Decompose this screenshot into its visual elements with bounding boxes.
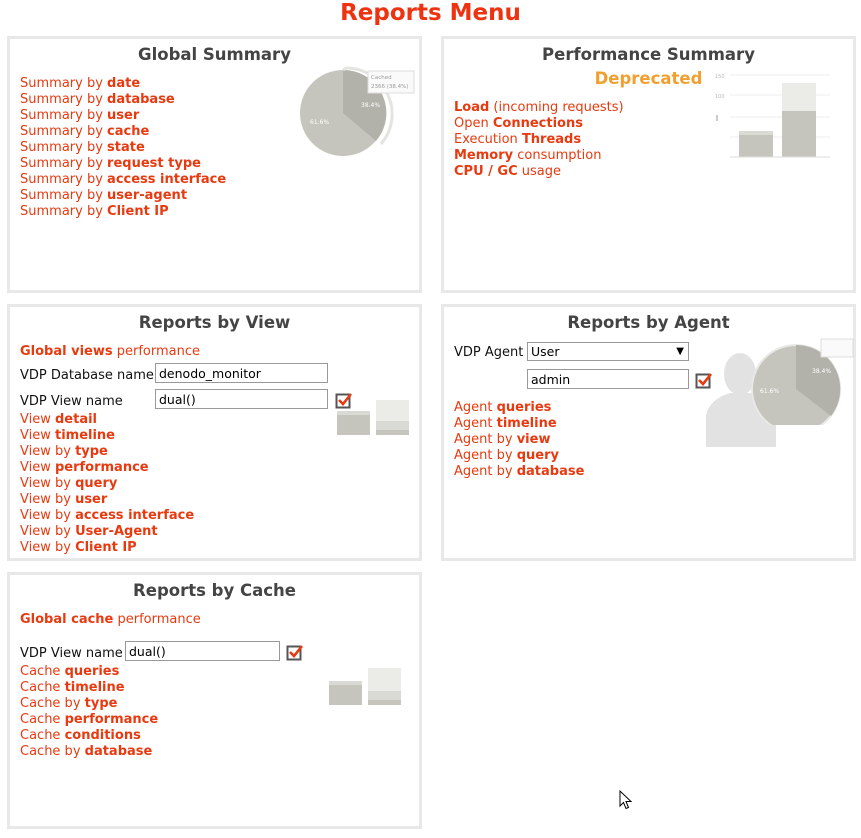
performance-link-cpu-gc[interactable] <box>454 164 624 180</box>
global-cache-performance-link-keyword: Global cache <box>20 612 114 627</box>
global-summary-heading: Global Summary <box>138 45 291 64</box>
cache-link-performance[interactable] <box>20 712 158 728</box>
vdp-view-label: VDP View name <box>20 394 123 409</box>
checkbox-checked-icon[interactable] <box>286 643 304 661</box>
performance-link-memory-suffix: consumption <box>513 148 602 163</box>
view-link-access-interface[interactable] <box>20 508 194 524</box>
summary-link-date-prefix: Summary by <box>20 76 108 91</box>
view-link-client-ip-prefix: View by <box>20 540 76 555</box>
deprecated-badge: Deprecated <box>594 69 703 88</box>
summary-link-access-interface-prefix: Summary by <box>20 172 108 187</box>
global-views-link-wrap <box>20 344 200 360</box>
view-link-user-agent[interactable] <box>20 524 194 540</box>
summary-link-database-prefix: Summary by <box>20 92 108 107</box>
cache-link-queries-prefix: Cache <box>20 664 65 679</box>
pie-slice-a-label: 38.4% <box>361 102 381 109</box>
chart-tick-mid: 100 <box>715 94 725 100</box>
agent-link-queries[interactable] <box>454 400 584 416</box>
global-views-performance-link[interactable] <box>20 344 200 360</box>
performance-link-connections[interactable] <box>454 116 624 132</box>
summary-link-client-ip-keyword: Client IP <box>107 204 169 219</box>
reports-by-agent-links <box>454 400 584 480</box>
cache-link-database-keyword: database <box>84 744 153 759</box>
agent-link-query-keyword: query <box>516 448 559 463</box>
view-link-performance-prefix: View <box>20 460 55 475</box>
view-link-timeline-prefix: View <box>20 428 55 443</box>
performance-link-cpu-gc-suffix: usage <box>517 164 562 179</box>
performance-link-load-keyword: Load <box>454 100 490 115</box>
global-views-performance-link-suffix: performance <box>112 344 201 359</box>
agent-link-database-prefix: Agent by <box>454 464 517 479</box>
summary-link-user-agent-prefix: Summary by <box>20 188 108 203</box>
cache-link-timeline-prefix: Cache <box>20 680 65 695</box>
mouse-pointer-icon <box>619 790 633 810</box>
agent-link-query[interactable] <box>454 448 584 464</box>
agent-link-view-keyword: view <box>516 432 551 447</box>
summary-link-request-type-prefix: Summary by <box>20 156 108 171</box>
summary-link-date[interactable] <box>20 76 226 92</box>
view-link-user-keyword: user <box>75 492 108 507</box>
reports-by-view-panel <box>7 304 422 561</box>
cache-link-queries[interactable] <box>20 664 158 680</box>
view-link-type[interactable] <box>20 444 194 460</box>
global-cache-link-wrap <box>20 612 201 628</box>
chevron-down-icon: ▼ <box>676 346 684 357</box>
view-link-query[interactable] <box>20 476 194 492</box>
reports-by-cache-heading: Reports by Cache <box>133 581 296 600</box>
vdp-agent-select-value: User <box>531 344 560 359</box>
performance-link-cpu-gc-keyword: CPU / GC <box>454 164 518 179</box>
summary-link-user-agent[interactable] <box>20 188 226 204</box>
summary-link-database-keyword: database <box>107 92 175 107</box>
page-title: Reports Menu <box>340 0 521 26</box>
reports-by-cache-panel <box>7 572 422 829</box>
vdp-view-input[interactable] <box>155 389 328 409</box>
summary-link-cache-keyword: cache <box>107 124 150 139</box>
view-link-query-prefix: View by <box>20 476 76 491</box>
cache-link-timeline[interactable] <box>20 680 158 696</box>
summary-link-client-ip[interactable] <box>20 204 226 220</box>
global-summary-links <box>20 76 226 220</box>
view-link-access-interface-keyword: access interface <box>75 508 195 523</box>
cache-chart-thumbnail <box>328 668 403 706</box>
vdp-agent-select[interactable] <box>527 342 689 361</box>
pie-chart-thumbnail <box>298 65 416 161</box>
agent-link-timeline-keyword: timeline <box>496 416 557 431</box>
vdp-agent-label: VDP Agent <box>454 345 524 360</box>
global-views-performance-link-keyword: Global views <box>20 344 113 359</box>
global-summary-panel <box>7 36 422 293</box>
cache-view-label: VDP View name <box>20 646 123 661</box>
reports-by-agent-heading: Reports by Agent <box>567 313 730 332</box>
cache-link-database-prefix: Cache by <box>20 744 85 759</box>
summary-link-user-keyword: user <box>107 108 140 123</box>
performance-link-connections-keyword: Connections <box>492 116 583 131</box>
view-link-performance[interactable] <box>20 460 194 476</box>
performance-link-load[interactable] <box>454 100 624 116</box>
cache-link-type[interactable] <box>20 696 158 712</box>
summary-link-access-interface-keyword: access interface <box>107 172 227 187</box>
cache-link-conditions-prefix: Cache <box>20 728 65 743</box>
summary-link-request-type[interactable] <box>20 156 226 172</box>
view-link-query-keyword: query <box>75 476 118 491</box>
cache-view-input[interactable] <box>125 641 280 661</box>
view-link-user-agent-keyword: User-Agent <box>75 524 158 539</box>
global-cache-performance-link-suffix: performance <box>113 612 201 627</box>
summary-link-request-type-keyword: request type <box>107 156 201 171</box>
view-link-user-prefix: View by <box>20 492 76 507</box>
pie-tooltip-value: 2366 (38.4%) <box>371 84 409 90</box>
summary-link-state-prefix: Summary by <box>20 140 108 155</box>
cache-link-type-prefix: Cache by <box>20 696 85 711</box>
agent-pie-slice-b: 61.6% <box>760 388 780 395</box>
view-chart-thumbnail <box>336 400 411 436</box>
summary-link-client-ip-prefix: Summary by <box>20 204 108 219</box>
view-link-detail[interactable] <box>20 412 194 428</box>
performance-summary-panel <box>441 36 856 293</box>
vdp-agent-input[interactable] <box>527 369 689 389</box>
performance-link-threads-prefix: Execution <box>454 132 522 147</box>
summary-link-cache[interactable] <box>20 124 226 140</box>
bar-chart-thumbnail <box>712 69 832 161</box>
view-link-client-ip-keyword: Client IP <box>75 540 137 555</box>
cache-link-conditions[interactable] <box>20 728 158 744</box>
summary-link-state[interactable] <box>20 140 226 156</box>
summary-link-date-keyword: date <box>107 76 141 91</box>
vdp-database-input[interactable] <box>155 363 328 383</box>
cache-link-conditions-keyword: conditions <box>64 728 141 743</box>
cache-link-timeline-keyword: timeline <box>64 680 125 695</box>
view-link-type-prefix: View by <box>20 444 76 459</box>
performance-link-memory-keyword: Memory <box>454 148 514 163</box>
summary-link-cache-prefix: Summary by <box>20 124 108 139</box>
agent-link-timeline[interactable] <box>454 416 584 432</box>
view-link-user-agent-prefix: View by <box>20 524 76 539</box>
reports-by-view-heading: Reports by View <box>138 313 291 332</box>
view-link-detail-keyword: detail <box>54 412 98 427</box>
performance-link-memory[interactable] <box>454 148 624 164</box>
agent-link-view[interactable] <box>454 432 584 448</box>
summary-link-state-keyword: state <box>107 140 145 155</box>
vdp-database-label: VDP Database name <box>20 368 154 383</box>
agent-link-timeline-prefix: Agent <box>454 416 497 431</box>
agent-pie-thumbnail <box>749 333 854 425</box>
performance-summary-heading: Performance Summary <box>542 45 755 64</box>
summary-link-access-interface[interactable] <box>20 172 226 188</box>
pie-slice-b-label: 61.6% <box>310 119 330 126</box>
view-link-detail-prefix: View <box>20 412 55 427</box>
chart-tick-top: 150 <box>715 74 725 80</box>
cache-link-performance-prefix: Cache <box>20 712 65 727</box>
cache-link-database[interactable] <box>20 744 158 760</box>
cache-link-performance-keyword: performance <box>64 712 159 727</box>
performance-link-threads-keyword: Threads <box>521 132 582 147</box>
summary-link-user-prefix: Summary by <box>20 108 108 123</box>
reports-by-agent-panel <box>441 304 856 561</box>
agent-link-database[interactable] <box>454 464 584 480</box>
checkbox-checked-icon[interactable] <box>695 371 713 389</box>
view-link-client-ip[interactable] <box>20 540 194 556</box>
performance-link-load-suffix: (incoming requests) <box>489 100 624 115</box>
summary-link-user[interactable] <box>20 108 226 124</box>
cache-link-type-keyword: type <box>84 696 118 711</box>
view-link-timeline-keyword: timeline <box>54 428 116 443</box>
reports-by-cache-links <box>20 664 158 760</box>
agent-link-database-keyword: database <box>516 464 585 479</box>
summary-link-database[interactable] <box>20 92 226 108</box>
view-link-type-keyword: type <box>75 444 108 459</box>
pie-tooltip-title: Cached <box>371 75 392 81</box>
performance-link-threads[interactable] <box>454 132 624 148</box>
performance-summary-links <box>454 100 624 180</box>
global-cache-performance-link[interactable] <box>20 612 201 628</box>
agent-pie-slice-a: 38.4% <box>812 368 832 375</box>
reports-by-view-links <box>20 412 194 556</box>
summary-link-user-agent-keyword: user-agent <box>107 188 188 203</box>
agent-link-view-prefix: Agent by <box>454 432 517 447</box>
view-link-user[interactable] <box>20 492 194 508</box>
view-link-access-interface-prefix: View by <box>20 508 76 523</box>
agent-link-query-prefix: Agent by <box>454 448 517 463</box>
view-link-performance-keyword: performance <box>54 460 149 475</box>
agent-link-queries-prefix: Agent <box>454 400 497 415</box>
agent-link-queries-keyword: queries <box>496 400 552 415</box>
performance-link-connections-prefix: Open <box>454 116 493 131</box>
cache-link-queries-keyword: queries <box>64 664 120 679</box>
view-link-timeline[interactable] <box>20 428 194 444</box>
